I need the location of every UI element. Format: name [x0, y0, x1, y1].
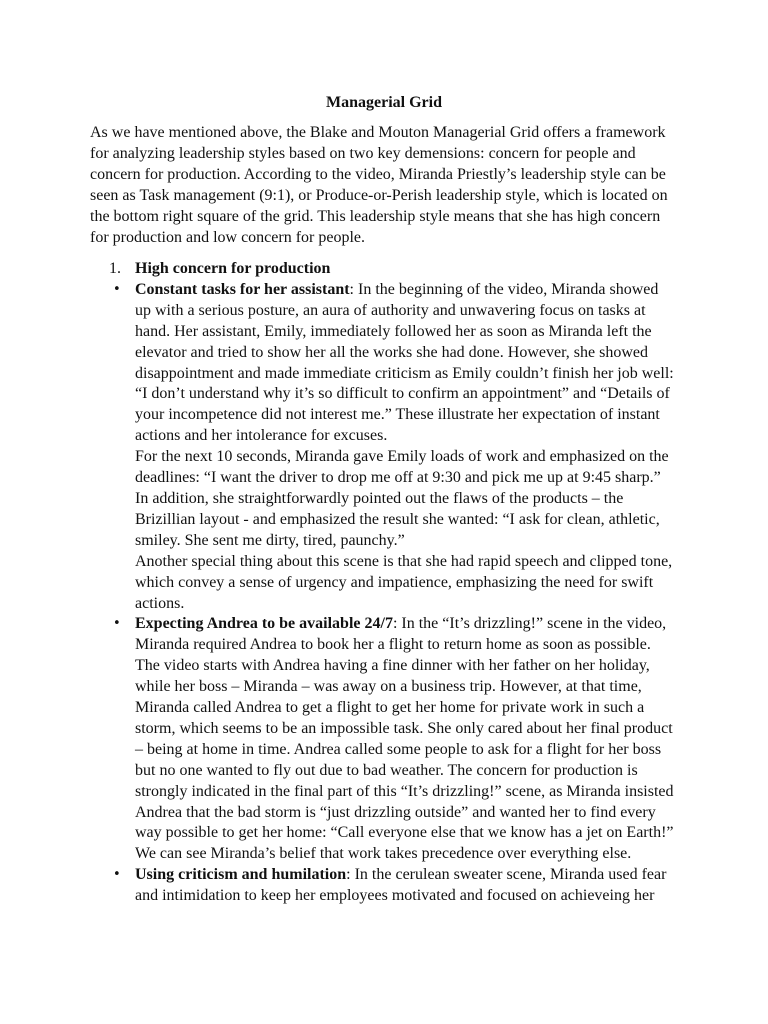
bullet-icon: • [113, 281, 121, 297]
bullet-paragraph: We can see Miranda’s belief that work takes precedence over everything else. [135, 845, 632, 863]
bullet-paragraph [135, 614, 678, 844]
bullet-heading: Expecting Andrea to be available 24/7 [135, 615, 393, 633]
bullet-icon: • [113, 867, 121, 883]
content-list [90, 259, 678, 907]
bullet-text: : In the beginning of the video, Miranda showed up with a serious posture, an aura of authority and unwavering focus on tasks at hand. Her assistant, Emily, immediately followed her as soon as Miranda left the elevator and tried to show her all the works she had done. However, she showed disappointment and made immediate criticism as Emily couldn’t finish her job well: “I don’t understand why it’s so difficult to confirm an appointment” and “Details of your incompetence did not interest me.” These illustrate her expectation of instant actions and her intolerance for excuses. [135, 280, 674, 445]
bullet-paragraph: For the next 10 seconds, Miranda gave Emily loads of work and emphasized on the deadlines: “I want the driver to drop me off at 9:30 and pick me up at 9:45 sharp.” In addition, she straightforwardly pointed out the flaws of the products – the Brizillian layout - and emphasized the result she wanted: “I ask for clean, athletic, smiley. She sent me dirty, tired, paunchy.” [135, 448, 669, 549]
bullet-text: : In the cerulean sweater scene, Miranda used fear and intimidation to keep her employees motivated and focused on achieveing her [135, 866, 667, 905]
bullet-item-available-24-7 [90, 614, 678, 865]
numbered-item-1 [90, 259, 678, 280]
bullet-heading: Constant tasks for her assistant [135, 280, 350, 298]
bullet-paragraph: Another special thing about this scene is that she had rapid speech and clipped tone, which convey a sense of urgency and impatience, emphasizing the need for swift actions. [135, 552, 673, 612]
bullet-item-criticism [90, 865, 678, 907]
document-title: Managerial Grid [326, 94, 442, 111]
section-heading: High concern for production [135, 260, 331, 277]
list-number: 1. [109, 260, 121, 277]
bullet-item-constant-tasks [90, 280, 678, 615]
bullet-paragraph [135, 280, 678, 447]
bullet-paragraph [135, 865, 678, 907]
bullet-icon: • [113, 616, 121, 632]
bullet-text: : In the “It’s drizzling!” scene in the video, Miranda required Andrea to book her a flight to return home as soon as possible. The video starts with Andrea having a fine dinner with her father on her holiday, while her boss – Miranda – was away on a business trip. However, at that time, Miranda called Andrea to get a flight to get her home for private work in such a storm, which seems to be an impossible task. She only cared about her final product – being at home in time. Andrea called some people to ask for a flight for her boss but no one wanted to fly out due to bad weather. The concern for production is strongly indicated in the final part of this “It’s drizzling!” scene, as Miranda insisted Andrea that the bad storm is “just drizzling outside” and wanted her to find every way possible to get her home: “Call everyone else that we know has a jet on Earth!” [135, 615, 674, 842]
intro-paragraph: As we have mentioned above, the Blake and Mouton Managerial Grid offers a framework for analyzing leadership styles based on two key demensions: concern for people and concern for production. According to the video, Miranda Priestly’s leadership style can be seen as Task management (9:1), or Produce-or-Perish leadership style, which is located on the bottom right square of the grid. This leadership style means that she has high concern for production and low concern for people. [90, 124, 668, 246]
bullet-heading: Using criticism and humilation [135, 866, 347, 884]
